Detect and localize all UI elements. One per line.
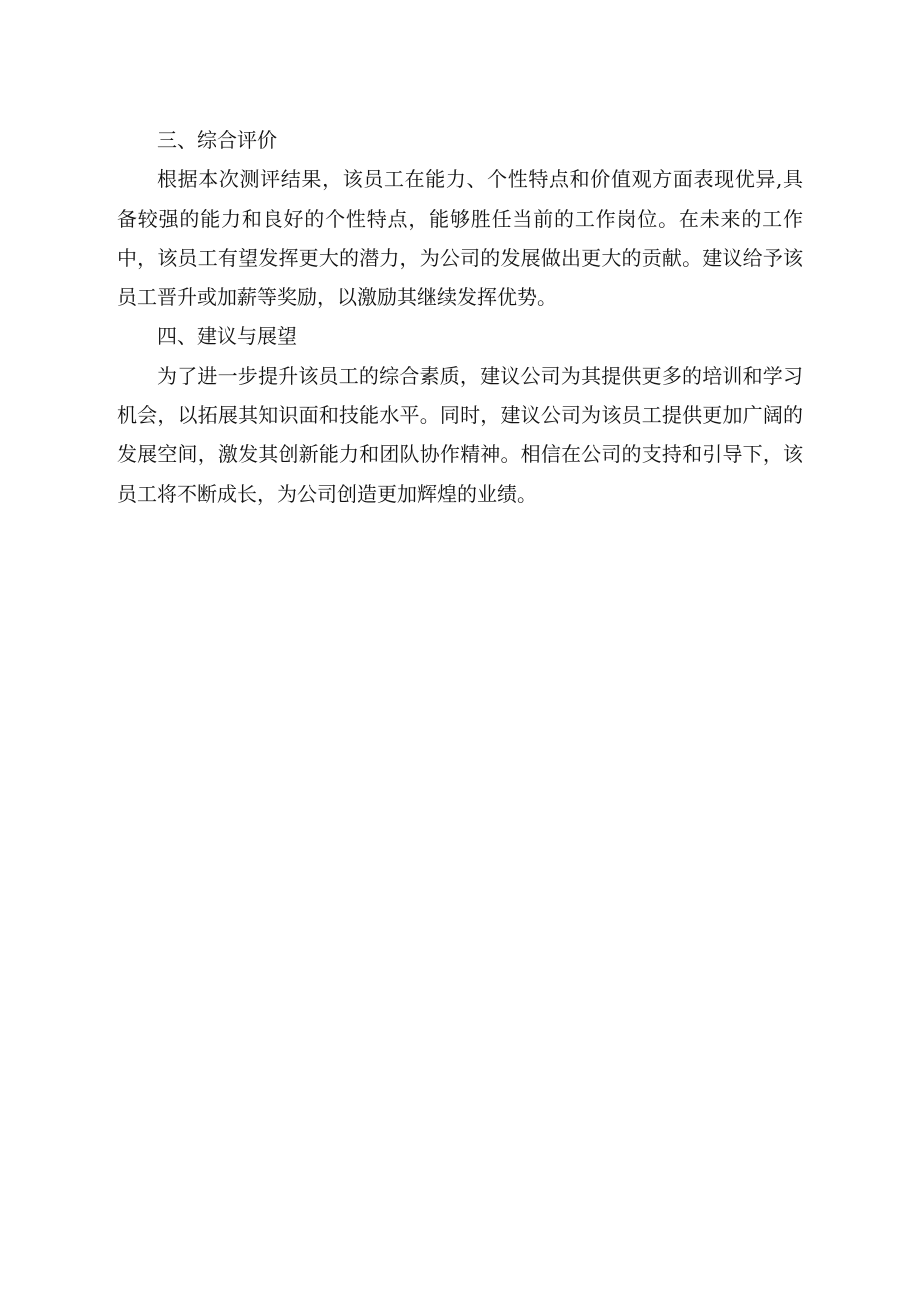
paragraph-comprehensive-evaluation: 根据本次测评结果，该员工在能力、个性特点和价值观方面表现优异,具备较强的能力和良好的个性特点，能够胜任当前的工作岗位。在未来的工作中，该员工有望发挥更大的潜力，为公司的发展做出更大的贡献。建议给予该员工晋升或加薪等奖励，以激励其继续发挥优势。 [117, 167, 803, 310]
document-body [117, 121, 803, 514]
section-heading-comprehensive-evaluation: 三、综合评价 [157, 128, 277, 152]
paragraph-suggestions-outlook: 为了进一步提升该员工的综合素质，建议公司为其提供更多的培训和学习机会，以拓展其知识面和技能水平。同时，建议公司为该员工提供更加广阔的发展空间，激发其创新能力和团队协作精神。相信在公司的支持和引导下，该员工将不断成长，为公司创造更加辉煌的业绩。 [117, 363, 803, 506]
section-heading-suggestions-outlook: 四、建议与展望 [157, 324, 297, 349]
